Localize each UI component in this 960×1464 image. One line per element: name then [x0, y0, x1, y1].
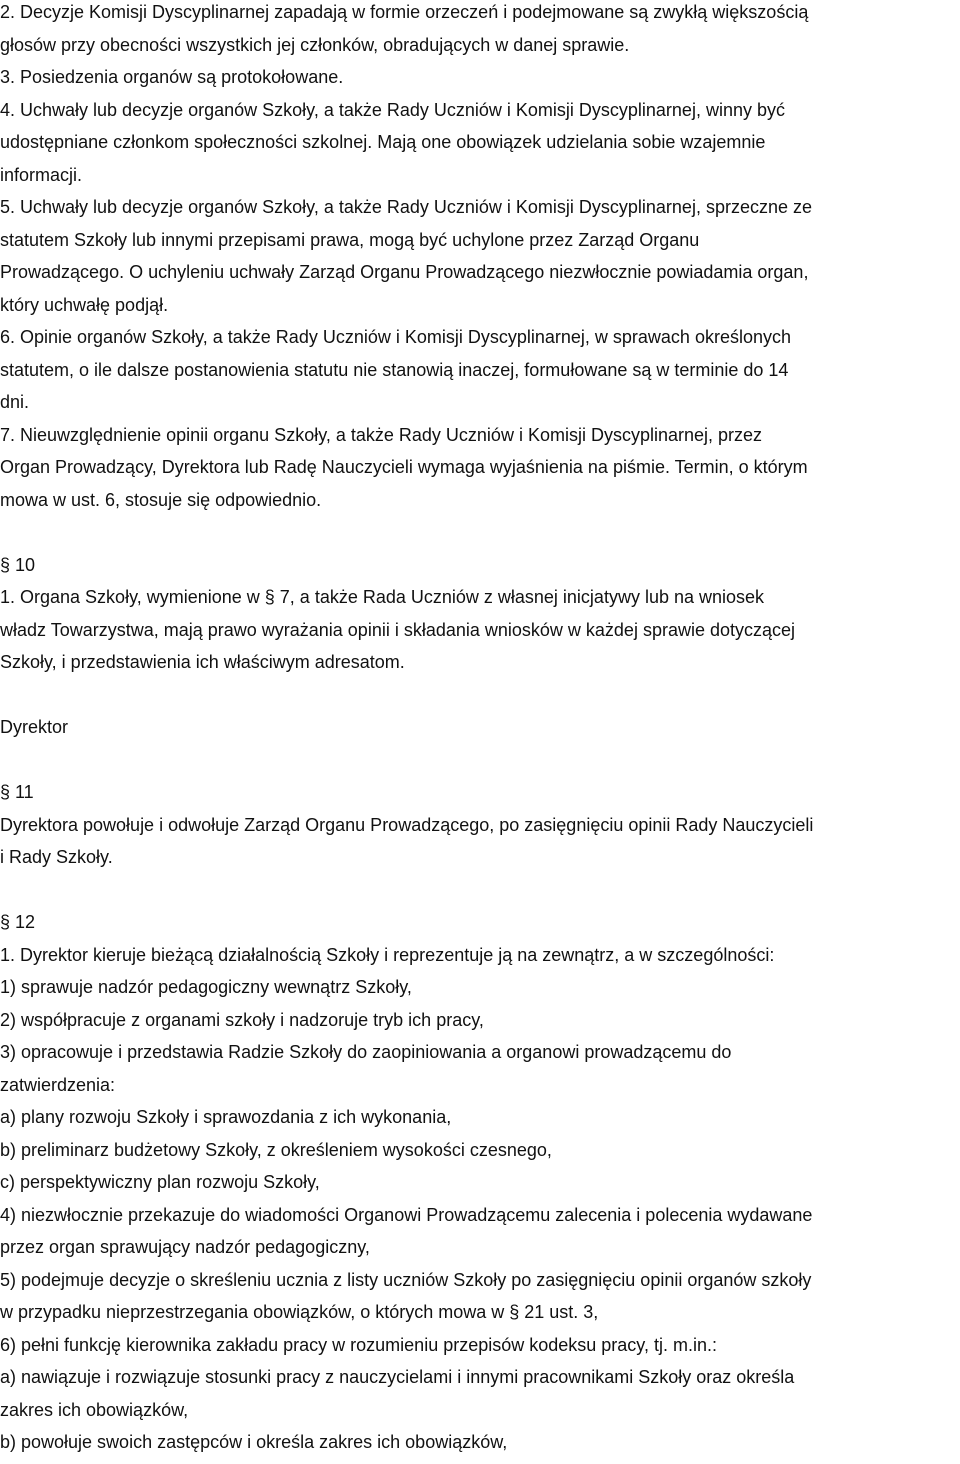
text-line: 3) opracowuje i przedstawia Radzie Szkoły do zaopiniowania a organowi prowadzącemu do: [0, 1042, 732, 1062]
section-heading-11: § 11: [0, 782, 34, 802]
text-line: informacji.: [0, 164, 83, 185]
text-line: 5. Uchwały lub decyzje organów Szkoły, a także Rady Uczniów i Komisji Dyscyplinarnej, sprzeczne ze: [0, 197, 812, 217]
text-line: statutem, o ile dalsze postanowienia statutu nie stanowią inaczej, formułowane są w terminie do 14: [0, 359, 789, 380]
text-line: 4) niezwłocznie przekazuje do wiadomości Organowi Prowadzącemu zalecenia i polecenia wydawane: [0, 1204, 813, 1225]
text-line: a) nawiązuje i rozwiązuje stosunki pracy z nauczycielami i innymi pracownikami Szkoły oraz określa: [0, 1367, 795, 1387]
text-line: 6) pełni funkcję kierownika zakładu pracy w rozumieniu przepisów kodeksu pracy, tj. m.in.:: [0, 1334, 717, 1355]
text-line: 6. Opinie organów Szkoły, a także Rady Uczniów i Komisji Dyscyplinarnej, w sprawach określonych: [0, 327, 791, 347]
text-line: Szkoły, i przedstawienia ich właściwym adresatom.: [0, 652, 405, 672]
blank-line: [0, 744, 960, 777]
text-line: 3. Posiedzenia organów są protokołowane.: [0, 67, 344, 87]
blank-line: [0, 874, 960, 907]
blank-line: [0, 516, 960, 549]
chapter-heading-dyrektor: Dyrektor: [0, 717, 69, 737]
text-line: 4. Uchwały lub decyzje organów Szkoły, a także Rady Uczniów i Komisji Dyscyplinarnej, winny być: [0, 99, 785, 120]
text-line: 1. Organa Szkoły, wymienione w § 7, a także Rada Uczniów z własnej inicjatywy lub na wniosek: [0, 587, 765, 607]
text-line: Dyrektora powołuje i odwołuje Zarząd Organu Prowadzącego, po zasięgnięciu opinii Rady Nauczycieli: [0, 814, 814, 835]
blank-line: [0, 679, 960, 712]
text-line: w przypadku nieprzestrzegania obowiązków, o których mowa w § 21 ust. 3,: [0, 1302, 599, 1322]
text-line: zatwierdzenia:: [0, 1074, 116, 1095]
text-line: 1) sprawuje nadzór pedagogiczny wewnątrz Szkoły,: [0, 977, 412, 997]
text-line: c) perspektywiczny plan rozwoju Szkoły,: [0, 1172, 320, 1192]
text-line: mowa w ust. 6, stosuje się odpowiednio.: [0, 489, 322, 510]
text-line: dni.: [0, 392, 30, 412]
text-line: zakres ich obowiązków,: [0, 1399, 189, 1420]
section-heading-10: § 10: [0, 554, 36, 575]
text-line: statutem Szkoły lub innymi przepisami prawa, mogą być uchylone przez Zarząd Organu: [0, 229, 700, 250]
text-line: który uchwałę podjął.: [0, 294, 169, 315]
text-line: b) powołuje swoich zastępców i określa zakres ich obowiązków,: [0, 1432, 508, 1452]
text-line: przez organ sprawujący nadzór pedagogiczny,: [0, 1237, 370, 1257]
text-line: 2) współpracuje z organami szkoły i nadzoruje tryb ich pracy,: [0, 1009, 484, 1030]
text-line: władz Towarzystwa, mają prawo wyrażania opinii i składania wniosków w każdej sprawie dotyczącej: [0, 619, 796, 640]
text-line: 2. Decyzje Komisji Dyscyplinarnej zapadają w formie orzeczeń i podejmowane są zwykłą większością: [0, 2, 809, 22]
text-line: a) plany rozwoju Szkoły i sprawozdania z ich wykonania,: [0, 1107, 452, 1127]
section-heading-12: § 12: [0, 912, 36, 932]
text-line: udostępniane członkom społeczności szkolnej. Mają one obowiązek udzielania sobie wzajemnie: [0, 132, 766, 152]
text-line: b) preliminarz budżetowy Szkoły, z określeniem wysokości czesnego,: [0, 1139, 552, 1160]
text-line: Prowadzącego. O uchyleniu uchwały Zarząd Organu Prowadzącego niezwłocznie powiadamia organ,: [0, 262, 809, 282]
text-line: głosów przy obecności wszystkich jej członków, obradujących w danej sprawie.: [0, 34, 630, 55]
text-line: 5) podejmuje decyzje o skreśleniu ucznia z listy uczniów Szkoły po zasięgnięciu opinii organów szkoły: [0, 1269, 812, 1290]
text-line: 1. Dyrektor kieruje bieżącą działalnością Szkoły i reprezentuje ją na zewnątrz, a w szczególności:: [0, 944, 775, 965]
text-line: i Rady Szkoły.: [0, 847, 113, 867]
text-line: 7. Nieuwzględnienie opinii organu Szkoły, a także Rady Uczniów i Komisji Dyscyplinarnej, przez: [0, 424, 763, 445]
text-line: Organ Prowadzący, Dyrektora lub Radę Nauczycieli wymaga wyjaśnienia na piśmie. Termin, o którym: [0, 457, 808, 477]
